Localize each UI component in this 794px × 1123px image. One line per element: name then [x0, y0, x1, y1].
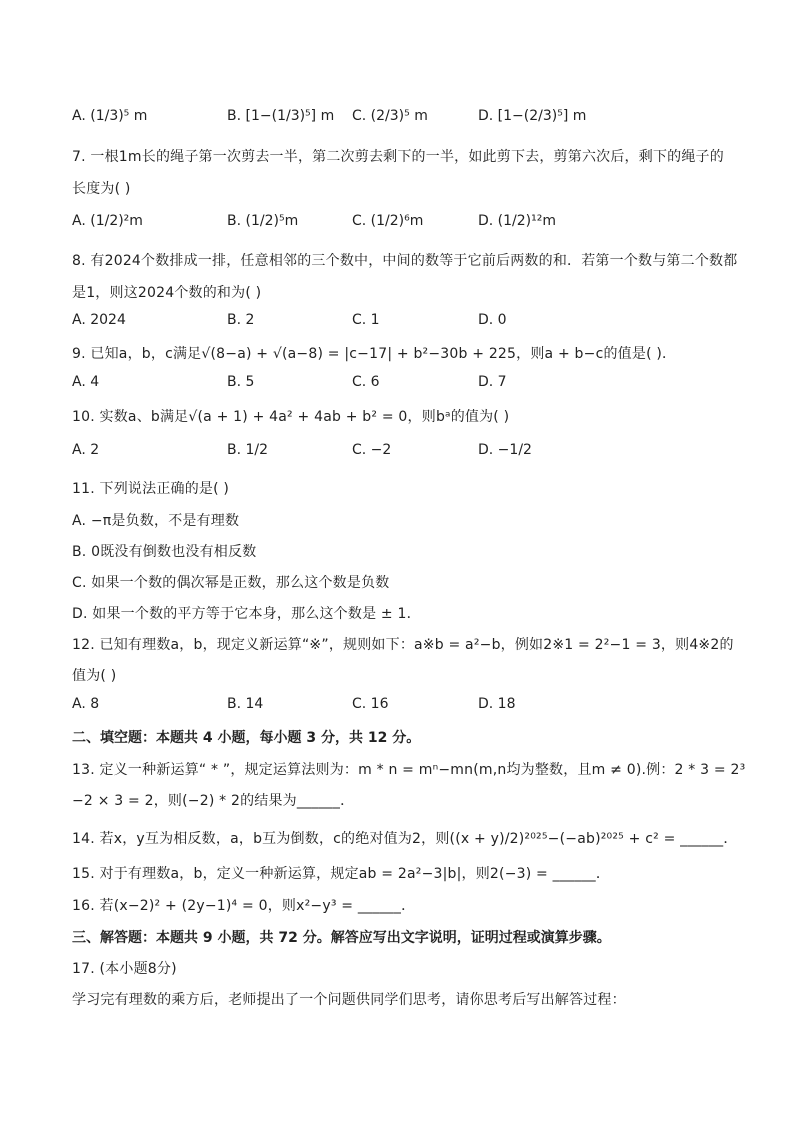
q11-option-c: C. 如果一个数的偶次幂是正数，那么这个数是负数: [72, 575, 390, 591]
q7-stem-line2: 长度为( ): [72, 181, 131, 197]
section-solution-heading: 三、解答题：本题共 9 小题，共 72 分。解答应写出文字说明，证明过程或演算步骤。: [72, 930, 611, 946]
q8-option-a: A. 2024: [72, 312, 126, 328]
q11-option-b: B. 0既没有倒数也没有相反数: [72, 544, 257, 560]
q10-option-b: B. 1/2: [227, 442, 269, 458]
q8-option-d: D. 0: [478, 312, 507, 328]
q17-heading: 17. (本小题8分): [72, 961, 177, 977]
q8-option-b: B. 2: [227, 312, 255, 328]
q9-option-a: A. 4: [72, 374, 100, 390]
q12-option-d: D. 18: [478, 696, 516, 712]
q10-option-c: C. −2: [352, 442, 392, 458]
section-fill-in-heading: 二、填空题：本题共 4 小题，每小题 3 分，共 12 分。: [72, 730, 421, 746]
q12-stem-line1: 12. 已知有理数a，b，现定义新运算“※”，规则如下：a※b = a²−b，例如2※1 = 2²−1 = 3，则4※2的: [72, 637, 734, 653]
q9-stem: 9. 已知a，b，c满足√(8−a) + √(a−8) = |c−17| + b²−30b + 225，则a + b−c的值是( )．: [72, 346, 677, 362]
q16-stem: 16. 若(x−2)² + (2y−1)⁴ = 0，则x²−y³ = ______．: [72, 898, 416, 914]
q11-option-d: D. 如果一个数的平方等于它本身，那么这个数是 ± 1．: [72, 606, 421, 622]
q17-intro: 学习完有理数的乘方后，老师提出了一个问题供同学们思考，请你思考后写出解答过程：: [72, 992, 626, 1008]
q12-stem-line2: 值为( ): [72, 668, 117, 684]
q15-stem: 15. 对于有理数a，b，定义一种新运算，规定ab = 2a²−3|b|，则2(−3) = ______．: [72, 866, 611, 882]
q6-option-d: D. [1−(2/3)⁵] m: [478, 108, 587, 124]
q12-option-c: C. 16: [352, 696, 389, 712]
q9-option-d: D. 7: [478, 374, 507, 390]
q7-option-c: C. (1/2)⁶m: [352, 213, 424, 229]
q14-stem: 14. 若x，y互为相反数，a，b互为倒数，c的绝对值为2，则((x + y)/2)²⁰²⁵−(−ab)²⁰²⁵ + c² = ______．: [72, 831, 738, 847]
q7-option-b: B. (1/2)⁵m: [227, 213, 299, 229]
q7-option-a: A. (1/2)²m: [72, 213, 143, 229]
q13-stem-line1: 13. 定义一种新运算“ * ”，规定运算法则为：m * n = mⁿ−mn(m,n均为整数，且m ≠ 0).例：2 * 3 = 2³: [72, 762, 746, 778]
q8-stem-line2: 是1，则这2024个数的和为( ): [72, 285, 262, 301]
q8-option-c: C. 1: [352, 312, 380, 328]
q6-option-a: A. (1/3)⁵ m: [72, 108, 148, 124]
q12-option-a: A. 8: [72, 696, 100, 712]
q7-option-d: D. (1/2)¹²m: [478, 213, 556, 229]
q10-option-a: A. 2: [72, 442, 100, 458]
q11-stem: 11. 下列说法正确的是( ): [72, 481, 230, 497]
q7-stem-line1: 7. 一根1m长的绳子第一次剪去一半，第二次剪去剩下的一半，如此剪下去，剪第六次后，剩下的绳子的: [72, 149, 724, 165]
q8-stem-line1: 8. 有2024个数排成一排，任意相邻的三个数中，中间的数等于它前后两数的和．若第一个数与第二个数都: [72, 253, 738, 269]
q9-option-b: B. 5: [227, 374, 255, 390]
q10-option-d: D. −1/2: [478, 442, 532, 458]
q11-option-a: A. −π是负数，不是有理数: [72, 513, 240, 529]
q9-option-c: C. 6: [352, 374, 380, 390]
q12-option-b: B. 14: [227, 696, 264, 712]
q10-stem: 10. 实数a、b满足√(a + 1) + 4a² + 4ab + b² = 0，则bᵃ的值为( ): [72, 409, 510, 425]
q13-stem-line2: −2 × 3 = 2，则(−2) * 2的结果为______．: [72, 793, 355, 809]
q6-option-c: C. (2/3)⁵ m: [352, 108, 428, 124]
q6-option-b: B. [1−(1/3)⁵] m: [227, 108, 335, 124]
